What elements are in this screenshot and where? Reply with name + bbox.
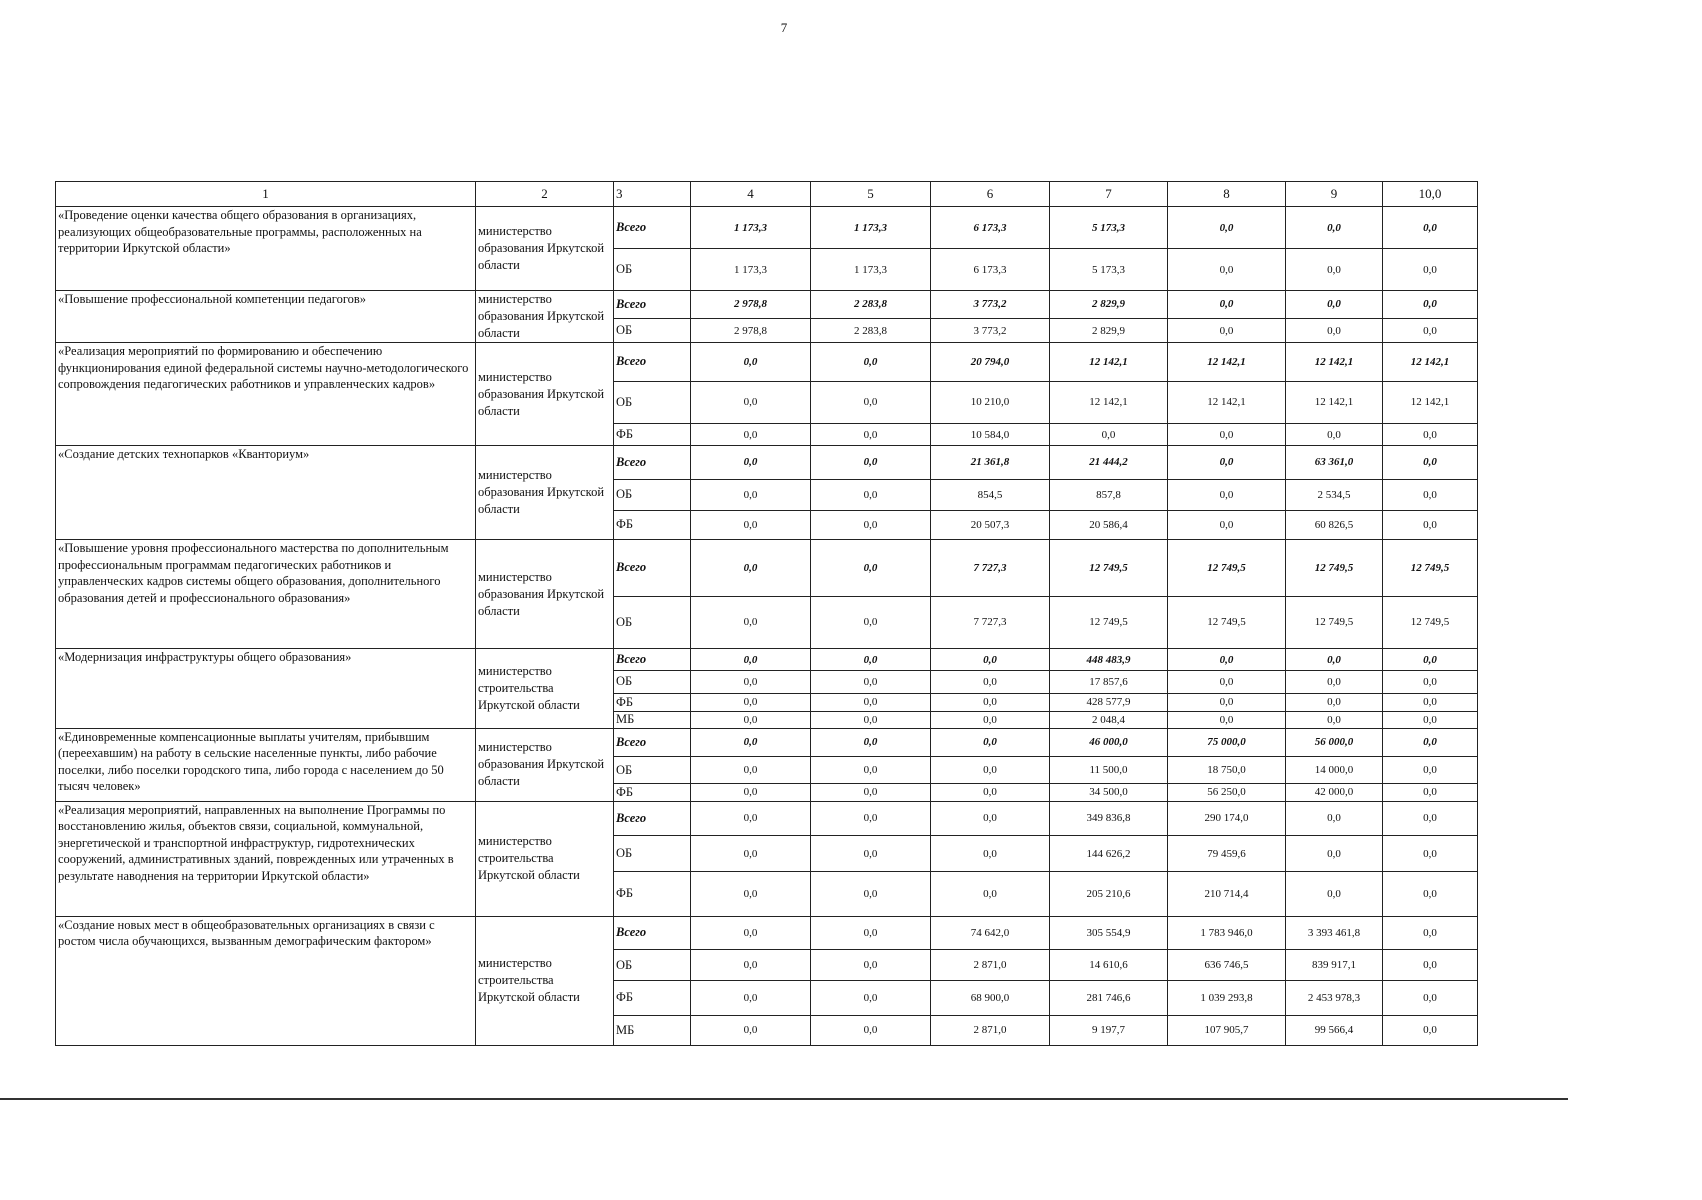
value-cell: 0,0 [931,649,1050,671]
value-cell: 0,0 [691,649,811,671]
value-cell: 0,0 [811,540,931,597]
value-cell: 2 978,8 [691,290,811,318]
table-row-total [56,446,1478,479]
value-cell: 0,0 [811,649,931,671]
bottom-rule [0,1098,1568,1100]
value-cell: 0,0 [1383,649,1478,671]
value-cell: 2 829,9 [1050,319,1168,343]
value-cell: 21 361,8 [931,446,1050,479]
value-cell: 7 727,3 [931,540,1050,597]
value-cell: 2 829,9 [1050,290,1168,318]
value-cell: 305 554,9 [1050,916,1168,949]
value-cell: 56 000,0 [1286,728,1383,756]
event-name-cell: «Повышение профессиональной компетенции педагогов» [56,290,476,342]
funding-source-cell: ОБ [614,671,691,693]
value-cell: 7 727,3 [931,596,1050,649]
executor-cell: министерство образования Иркутской области [476,343,614,446]
value-cell: 0,0 [1383,757,1478,784]
value-cell: 1 173,3 [691,207,811,249]
value-cell: 0,0 [811,1015,931,1045]
column-header: 9 [1286,182,1383,207]
value-cell: 12 749,5 [1286,596,1383,649]
executor-cell: министерство образования Иркутской области [476,540,614,649]
value-cell: 349 836,8 [1050,801,1168,835]
funding-source-cell: Всего [614,446,691,479]
value-cell: 0,0 [1383,835,1478,871]
funding-source-cell: МБ [614,711,691,728]
value-cell: 0,0 [1168,693,1286,711]
value-cell: 1 783 946,0 [1168,916,1286,949]
funding-source-cell: Всего [614,290,691,318]
value-cell: 0,0 [1383,510,1478,539]
value-cell: 75 000,0 [1168,728,1286,756]
column-header: 6 [931,182,1050,207]
value-cell: 0,0 [1383,801,1478,835]
value-cell: 12 749,5 [1383,596,1478,649]
value-cell: 12 142,1 [1050,381,1168,423]
table-row-total [56,728,1478,756]
value-cell: 0,0 [691,872,811,916]
value-cell: 0,0 [1286,711,1383,728]
value-cell: 9 197,7 [1050,1015,1168,1045]
value-cell: 0,0 [1168,711,1286,728]
value-cell: 0,0 [1168,479,1286,510]
value-cell: 0,0 [931,784,1050,801]
funding-source-cell: ОБ [614,596,691,649]
value-cell: 0,0 [811,757,931,784]
funding-source-cell: ОБ [614,835,691,871]
executor-cell: министерство строительства Иркутской области [476,801,614,916]
value-cell: 0,0 [691,949,811,980]
column-number-row [56,182,1478,207]
value-cell: 0,0 [931,671,1050,693]
value-cell: 1 173,3 [811,207,931,249]
funding-source-cell: МБ [614,1015,691,1045]
value-cell: 46 000,0 [1050,728,1168,756]
event-name-cell: «Реализация мероприятий, направленных на выполнение Программы по восстановлению жилья, объектов связи, социальной, коммунальной, энергетической и транспортной инфраструктур, гидротехнических сооружений, административных зданий, поврежденных или утраченных в результате наводнения на территории Иркутской области» [56,801,476,916]
value-cell: 854,5 [931,479,1050,510]
value-cell: 0,0 [1383,424,1478,446]
value-cell: 0,0 [1383,479,1478,510]
value-cell: 0,0 [811,693,931,711]
value-cell: 5 173,3 [1050,207,1168,249]
table-row-total [56,290,1478,318]
value-cell: 0,0 [691,784,811,801]
table-row-total [56,343,1478,381]
value-cell: 0,0 [1168,649,1286,671]
value-cell: 20 586,4 [1050,510,1168,539]
value-cell: 68 900,0 [931,981,1050,1015]
value-cell: 0,0 [1383,872,1478,916]
value-cell: 0,0 [811,424,931,446]
value-cell: 6 173,3 [931,249,1050,290]
value-cell: 281 746,6 [1050,981,1168,1015]
value-cell: 60 826,5 [1286,510,1383,539]
value-cell: 144 626,2 [1050,835,1168,871]
executor-cell: министерство образования Иркутской области [476,728,614,801]
value-cell: 12 142,1 [1383,381,1478,423]
value-cell: 428 577,9 [1050,693,1168,711]
value-cell: 0,0 [1168,290,1286,318]
value-cell: 0,0 [811,711,931,728]
value-cell: 0,0 [1383,728,1478,756]
executor-cell: министерство строительства Иркутской области [476,649,614,729]
value-cell: 0,0 [691,757,811,784]
funding-source-cell: ОБ [614,479,691,510]
value-cell: 0,0 [1286,249,1383,290]
value-cell: 0,0 [1383,249,1478,290]
funding-source-cell: Всего [614,801,691,835]
value-cell: 12 749,5 [1168,540,1286,597]
value-cell: 0,0 [691,916,811,949]
value-cell: 0,0 [1383,319,1478,343]
column-header: 5 [811,182,931,207]
value-cell: 12 749,5 [1383,540,1478,597]
value-cell: 0,0 [931,757,1050,784]
value-cell: 2 978,8 [691,319,811,343]
value-cell: 2 048,4 [1050,711,1168,728]
value-cell: 0,0 [691,381,811,423]
value-cell: 56 250,0 [1168,784,1286,801]
funding-source-cell: Всего [614,343,691,381]
value-cell: 0,0 [691,479,811,510]
value-cell: 12 142,1 [1286,381,1383,423]
value-cell: 0,0 [1286,424,1383,446]
value-cell: 17 857,6 [1050,671,1168,693]
value-cell: 107 905,7 [1168,1015,1286,1045]
value-cell: 3 393 461,8 [1286,916,1383,949]
value-cell: 2 283,8 [811,319,931,343]
funding-source-cell: ОБ [614,757,691,784]
value-cell: 12 749,5 [1168,596,1286,649]
value-cell: 0,0 [691,835,811,871]
value-cell: 14 610,6 [1050,949,1168,980]
value-cell: 0,0 [691,728,811,756]
value-cell: 0,0 [931,835,1050,871]
value-cell: 0,0 [811,479,931,510]
column-header: 2 [476,182,614,207]
funding-source-cell: ОБ [614,949,691,980]
value-cell: 18 750,0 [1168,757,1286,784]
value-cell: 79 459,6 [1168,835,1286,871]
value-cell: 0,0 [931,728,1050,756]
value-cell: 12 142,1 [1050,343,1168,381]
funding-source-cell: ОБ [614,381,691,423]
value-cell: 0,0 [1168,424,1286,446]
value-cell: 0,0 [1050,424,1168,446]
value-cell: 12 749,5 [1050,596,1168,649]
value-cell: 0,0 [931,801,1050,835]
value-cell: 0,0 [1286,835,1383,871]
column-header: 4 [691,182,811,207]
value-cell: 11 500,0 [1050,757,1168,784]
event-name-cell: «Создание детских технопарков «Кванториум» [56,446,476,540]
value-cell: 0,0 [811,510,931,539]
value-cell: 0,0 [1168,671,1286,693]
funding-source-cell: ОБ [614,249,691,290]
funding-source-cell: ФБ [614,872,691,916]
value-cell: 2 534,5 [1286,479,1383,510]
event-name-cell: «Проведение оценки качества общего образования в организациях, реализующих общеобразовательные программы, расположенных на территории Иркутской области» [56,207,476,291]
value-cell: 20 794,0 [931,343,1050,381]
value-cell: 0,0 [1383,207,1478,249]
event-name-cell: «Создание новых мест в общеобразовательных организациях в связи с ростом числа обучающихся, вызванным демографическим фактором» [56,916,476,1045]
value-cell: 0,0 [1286,872,1383,916]
value-cell: 636 746,5 [1168,949,1286,980]
value-cell: 0,0 [811,728,931,756]
funding-source-cell: ФБ [614,424,691,446]
value-cell: 0,0 [1286,207,1383,249]
value-cell: 0,0 [1168,510,1286,539]
value-cell: 12 142,1 [1168,343,1286,381]
value-cell: 0,0 [1286,801,1383,835]
funding-source-cell: Всего [614,728,691,756]
value-cell: 0,0 [691,671,811,693]
value-cell: 12 749,5 [1286,540,1383,597]
value-cell: 0,0 [1383,290,1478,318]
value-cell: 3 773,2 [931,290,1050,318]
value-cell: 12 142,1 [1286,343,1383,381]
value-cell: 12 749,5 [1050,540,1168,597]
executor-cell: министерство строительства Иркутской области [476,916,614,1045]
value-cell: 0,0 [931,693,1050,711]
value-cell: 0,0 [691,981,811,1015]
value-cell: 0,0 [811,981,931,1015]
funding-source-cell: Всего [614,207,691,249]
value-cell: 0,0 [691,446,811,479]
value-cell: 0,0 [691,1015,811,1045]
table-row-total [56,801,1478,835]
value-cell: 0,0 [691,801,811,835]
column-header: 8 [1168,182,1286,207]
value-cell: 0,0 [1168,249,1286,290]
value-cell: 3 773,2 [931,319,1050,343]
value-cell: 2 871,0 [931,1015,1050,1045]
value-cell: 12 142,1 [1168,381,1286,423]
value-cell: 10 584,0 [931,424,1050,446]
value-cell: 0,0 [811,343,931,381]
value-cell: 14 000,0 [1286,757,1383,784]
value-cell: 0,0 [691,510,811,539]
value-cell: 0,0 [811,801,931,835]
value-cell: 0,0 [1168,446,1286,479]
value-cell: 0,0 [1286,649,1383,671]
value-cell: 63 361,0 [1286,446,1383,479]
column-header: 1 [56,182,476,207]
table-row-total [56,207,1478,249]
value-cell: 0,0 [811,872,931,916]
executor-cell: министерство образования Иркутской области [476,207,614,291]
value-cell: 0,0 [811,596,931,649]
funding-source-cell: Всего [614,916,691,949]
value-cell: 42 000,0 [1286,784,1383,801]
funding-source-cell: ФБ [614,784,691,801]
funding-source-cell: Всего [614,649,691,671]
value-cell: 0,0 [931,872,1050,916]
value-cell: 0,0 [811,381,931,423]
value-cell: 0,0 [691,540,811,597]
value-cell: 21 444,2 [1050,446,1168,479]
budget-table [55,181,1478,1046]
value-cell: 0,0 [1168,319,1286,343]
value-cell: 0,0 [1383,784,1478,801]
value-cell: 0,0 [1286,693,1383,711]
value-cell: 0,0 [1383,1015,1478,1045]
value-cell: 0,0 [811,916,931,949]
value-cell: 34 500,0 [1050,784,1168,801]
value-cell: 0,0 [691,693,811,711]
value-cell: 2 453 978,3 [1286,981,1383,1015]
value-cell: 0,0 [811,671,931,693]
value-cell: 1 173,3 [811,249,931,290]
value-cell: 0,0 [691,424,811,446]
table-body [56,207,1478,1046]
value-cell: 205 210,6 [1050,872,1168,916]
value-cell: 0,0 [811,949,931,980]
value-cell: 0,0 [1286,319,1383,343]
value-cell: 0,0 [1383,916,1478,949]
value-cell: 12 142,1 [1383,343,1478,381]
value-cell: 1 039 293,8 [1168,981,1286,1015]
table-row-total [56,540,1478,597]
value-cell: 10 210,0 [931,381,1050,423]
event-name-cell: «Единовременные компенсационные выплаты учителям, прибывшим (переехавшим) на работу в сельские населенные пункты, либо рабочие поселки, либо поселки городского типа, либо города с населением до 50 тысяч человек» [56,728,476,801]
value-cell: 210 714,4 [1168,872,1286,916]
value-cell: 0,0 [811,784,931,801]
value-cell: 448 483,9 [1050,649,1168,671]
value-cell: 0,0 [811,835,931,871]
value-cell: 0,0 [1383,693,1478,711]
value-cell: 0,0 [1383,981,1478,1015]
value-cell: 0,0 [1383,711,1478,728]
value-cell: 857,8 [1050,479,1168,510]
event-name-cell: «Повышение уровня профессионального мастерства по дополнительным профессиональным программам педагогических работников и управленческих кадров системы общего образования, дополнительного образования детей и профессионального образования» [56,540,476,649]
value-cell: 290 174,0 [1168,801,1286,835]
value-cell: 1 173,3 [691,249,811,290]
value-cell: 6 173,3 [931,207,1050,249]
value-cell: 2 871,0 [931,949,1050,980]
value-cell: 0,0 [1286,290,1383,318]
value-cell: 2 283,8 [811,290,931,318]
page-number: 7 [780,20,788,35]
executor-cell: министерство образования Иркутской области [476,290,614,342]
event-name-cell: «Модернизация инфраструктуры общего образования» [56,649,476,729]
value-cell: 0,0 [1383,949,1478,980]
value-cell: 0,0 [1168,207,1286,249]
value-cell: 0,0 [1383,446,1478,479]
value-cell: 0,0 [691,343,811,381]
value-cell: 20 507,3 [931,510,1050,539]
value-cell: 0,0 [691,711,811,728]
table-row-total [56,916,1478,949]
value-cell: 0,0 [811,446,931,479]
column-header: 3 [614,182,691,207]
column-header: 10,0 [1383,182,1478,207]
funding-source-cell: ОБ [614,319,691,343]
value-cell: 839 917,1 [1286,949,1383,980]
value-cell: 5 173,3 [1050,249,1168,290]
value-cell: 99 566,4 [1286,1015,1383,1045]
value-cell: 74 642,0 [931,916,1050,949]
event-name-cell: «Реализация мероприятий по формированию и обеспечению функционирования единой федеральной системы научно-методологического сопровождения педагогических работников и управленческих кадров» [56,343,476,446]
value-cell: 0,0 [691,596,811,649]
funding-source-cell: Всего [614,540,691,597]
funding-source-cell: ФБ [614,693,691,711]
funding-source-cell: ФБ [614,510,691,539]
executor-cell: министерство образования Иркутской области [476,446,614,540]
value-cell: 0,0 [1383,671,1478,693]
column-header: 7 [1050,182,1168,207]
funding-source-cell: ФБ [614,981,691,1015]
value-cell: 0,0 [1286,671,1383,693]
table-row-total [56,649,1478,671]
value-cell: 0,0 [931,711,1050,728]
